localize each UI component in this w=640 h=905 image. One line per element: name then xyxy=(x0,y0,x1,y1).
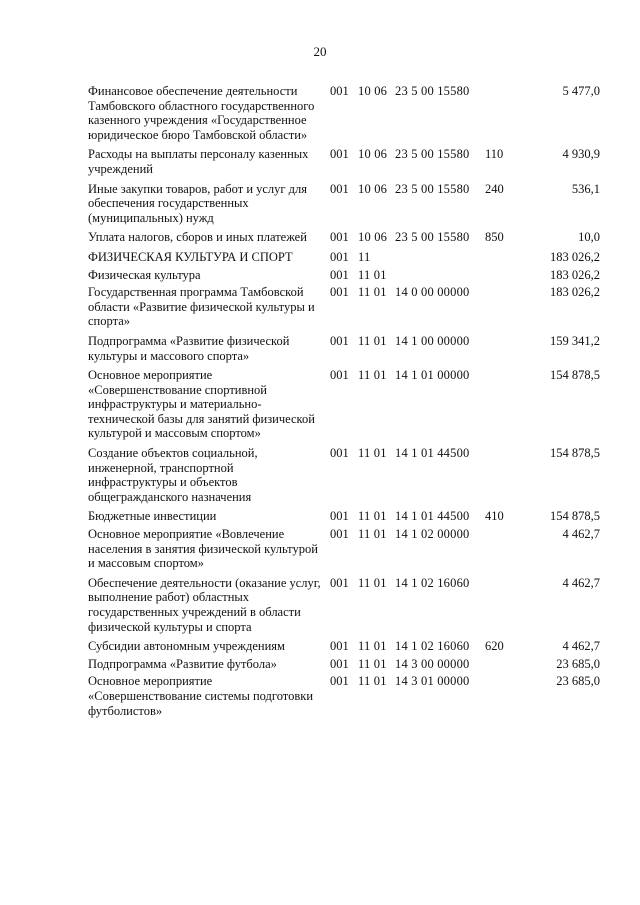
row-amount: 154 878,5 xyxy=(550,368,600,383)
row-name: Подпрограмма «Развитие физической культуры и массового спорта» xyxy=(88,333,290,363)
row-program-code: 14 1 01 44500 xyxy=(395,446,470,461)
row-expense-type xyxy=(485,334,525,363)
row-program-code: 23 5 00 15580 xyxy=(395,181,470,196)
row-program-code: 14 1 02 00000 xyxy=(395,527,470,542)
row-section-code: 11 xyxy=(358,249,371,264)
row-expense-type xyxy=(485,576,525,634)
row-program-code: 14 1 02 16060 xyxy=(395,575,470,590)
row-amount: 4 462,7 xyxy=(562,575,600,590)
row-expense-type xyxy=(485,446,525,504)
table-row xyxy=(88,639,600,654)
row-amount: 183 026,2 xyxy=(550,249,600,264)
row-admin-code: 001 xyxy=(330,674,349,689)
row-name: ФИЗИЧЕСКАЯ КУЛЬТУРА И СПОРТ xyxy=(88,249,293,264)
row-expense-type: 850 xyxy=(485,230,504,245)
row-name: Государственная программа Тамбовской области «Развитие физической культуры и спорта» xyxy=(88,285,315,329)
row-amount: 154 878,5 xyxy=(550,509,600,524)
row-amount: 23 685,0 xyxy=(556,656,600,671)
row-admin-code: 001 xyxy=(330,575,349,590)
row-admin-code: 001 xyxy=(330,446,349,461)
row-admin-code: 001 xyxy=(330,147,349,162)
row-name: Основное мероприятие «Вовлечение населения в занятия физической культурой и массовым спортом» xyxy=(88,527,318,571)
row-admin-code: 001 xyxy=(330,181,349,196)
row-program-code: 23 5 00 15580 xyxy=(395,84,470,98)
table-row xyxy=(88,182,600,226)
row-admin-code: 001 xyxy=(330,230,349,245)
row-admin-code: 001 xyxy=(330,249,349,264)
row-section-code: 10 06 xyxy=(358,230,388,245)
row-name: Создание объектов социальной, инженерной, транспортной инфраструктуры и объектов общегражданского назначения xyxy=(88,446,258,504)
row-program-code: 23 5 00 15580 xyxy=(395,230,470,245)
row-name: Основное мероприятие «Совершенствование системы подготовки футболистов» xyxy=(88,674,314,718)
row-expense-type xyxy=(485,674,525,718)
row-section-code: 11 01 xyxy=(358,639,387,654)
table-row xyxy=(88,230,600,245)
row-expense-type xyxy=(485,285,525,329)
table-row xyxy=(88,250,600,265)
row-program-code: 14 1 00 00000 xyxy=(395,333,470,348)
row-name: Иные закупки товаров, работ и услуг для обеспечения государственных (муниципальных) нужд xyxy=(88,181,308,225)
table-row xyxy=(88,509,600,524)
row-amount: 154 878,5 xyxy=(550,446,600,461)
table-row xyxy=(88,657,600,672)
table-row xyxy=(88,334,600,363)
row-admin-code: 001 xyxy=(330,527,349,542)
row-program-code: 23 5 00 15580 xyxy=(395,147,470,162)
row-name: Бюджетные инвестиции xyxy=(88,509,217,524)
row-program-code xyxy=(395,250,485,265)
row-section-code: 11 01 xyxy=(358,368,387,383)
row-program-code: 14 1 01 44500 xyxy=(395,509,470,524)
row-amount: 5 477,0 xyxy=(562,84,600,98)
row-amount: 159 341,2 xyxy=(550,333,600,348)
row-program-code: 14 1 02 16060 xyxy=(395,639,470,654)
row-expense-type xyxy=(485,527,525,571)
row-section-code: 11 01 xyxy=(358,267,387,282)
row-section-code: 10 06 xyxy=(358,84,388,98)
row-name: Основное мероприятие «Совершенствование спортивной инфраструктуры и материально-технической базы для занятий физической культурой и массовым спортом» xyxy=(88,368,315,441)
budget-table xyxy=(88,84,600,723)
page-number: 20 xyxy=(313,44,327,59)
row-program-code: 14 3 00 00000 xyxy=(395,656,470,671)
row-section-code: 11 01 xyxy=(358,527,387,542)
row-expense-type xyxy=(485,250,525,265)
row-admin-code: 001 xyxy=(330,84,349,98)
row-amount: 10,0 xyxy=(578,230,600,245)
row-amount: 23 685,0 xyxy=(556,674,600,689)
table-row xyxy=(88,368,600,441)
row-name: Уплата налогов, сборов и иных платежей xyxy=(88,230,307,245)
row-expense-type xyxy=(485,84,525,142)
row-section-code: 11 01 xyxy=(358,575,387,590)
row-section-code: 10 06 xyxy=(358,181,388,196)
row-section-code: 11 01 xyxy=(358,509,387,524)
row-expense-type: 620 xyxy=(485,639,504,654)
row-expense-type xyxy=(485,268,525,283)
table-row xyxy=(88,576,600,634)
table-row xyxy=(88,285,600,329)
row-admin-code: 001 xyxy=(330,368,349,383)
row-amount: 4 462,7 xyxy=(562,527,600,542)
table-row xyxy=(88,674,600,718)
row-program-code xyxy=(395,268,485,283)
row-section-code: 11 01 xyxy=(358,674,387,689)
row-amount: 4 462,7 xyxy=(562,639,600,654)
row-section-code: 11 01 xyxy=(358,285,387,300)
row-name: Обеспечение деятельности (оказание услуг, выполнение работ) областных государственных учреждений в области физической культуры и спорта xyxy=(88,575,321,634)
row-admin-code: 001 xyxy=(330,267,349,282)
table-row xyxy=(88,527,600,571)
row-admin-code: 001 xyxy=(330,509,349,524)
row-name: Финансовое обеспечение деятельности Тамбовского областного государственного казенного учреждения «Государственное юридическое бюро Тамбовской области» xyxy=(88,84,315,142)
table-row xyxy=(88,84,600,142)
row-amount: 183 026,2 xyxy=(550,267,600,282)
row-amount: 183 026,2 xyxy=(550,285,600,300)
row-expense-type xyxy=(485,657,525,672)
row-name: Физическая культура xyxy=(88,267,201,282)
row-amount: 4 930,9 xyxy=(562,147,600,162)
table-row xyxy=(88,147,600,176)
row-section-code: 11 01 xyxy=(358,446,387,461)
row-admin-code: 001 xyxy=(330,285,349,300)
table-row xyxy=(88,446,600,504)
row-program-code: 14 0 00 00000 xyxy=(395,285,470,300)
row-expense-type xyxy=(485,368,525,441)
row-section-code: 10 06 xyxy=(358,147,388,162)
row-section-code: 11 01 xyxy=(358,656,387,671)
row-name: Подпрограмма «Развитие футбола» xyxy=(88,656,277,671)
row-expense-type: 410 xyxy=(485,509,504,524)
row-expense-type: 240 xyxy=(485,181,504,196)
table-row xyxy=(88,268,600,283)
row-amount: 536,1 xyxy=(571,181,600,196)
row-admin-code: 001 xyxy=(330,333,349,348)
row-section-code: 11 01 xyxy=(358,333,387,348)
row-program-code: 14 1 01 00000 xyxy=(395,368,470,383)
row-admin-code: 001 xyxy=(330,639,349,654)
row-name: Расходы на выплаты персоналу казенных учреждений xyxy=(88,147,309,176)
row-expense-type: 110 xyxy=(485,147,504,162)
row-program-code: 14 3 01 00000 xyxy=(395,674,470,689)
row-admin-code: 001 xyxy=(330,656,349,671)
row-name: Субсидии автономным учреждениям xyxy=(88,639,285,654)
